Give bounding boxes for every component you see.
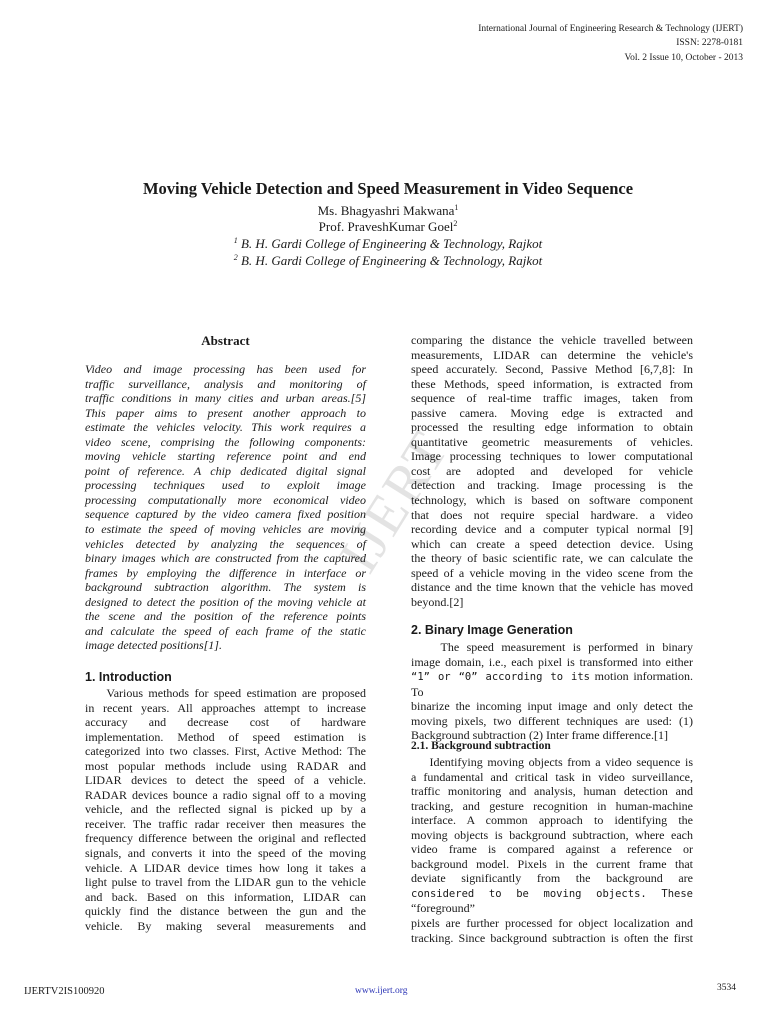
text-line: cost are adopted and developed for vehicle (411, 463, 693, 478)
text-fragment: motion information. To (411, 669, 694, 699)
text-line: tracking. Since background subtraction is often the first (411, 930, 693, 945)
text-line: passive camera. Moving edge is extracted and (411, 405, 693, 420)
abstract-heading: Abstract (201, 333, 250, 348)
affiliation-text: B. H. Gardi College of Engineering & Technology, Rajkot (237, 236, 543, 251)
text-line: traffic surveillance, analysis and monitoring of (85, 376, 366, 391)
text-line: frequency difference between the original and reflected (85, 831, 366, 846)
introduction-heading: 1. Introduction (85, 670, 172, 684)
text-line: light pulse to travel from the LIDAR gun to the vehicle (85, 875, 366, 890)
text-line: video frame is compared against a reference or (411, 842, 693, 857)
abstract-body (85, 362, 366, 653)
text-line: image detected positions[1]. (85, 638, 222, 653)
journal-name: International Journal of Engineering Research & Technology (IJERT) (478, 24, 743, 34)
volume-issue: Vol. 2 Issue 10, October - 2013 (624, 53, 743, 63)
text-line: sequence of real-time traffic images, taken from (411, 391, 693, 406)
text-line: that does not require special hardware. a video (411, 507, 693, 522)
binary-heading: 2. Binary Image Generation (411, 623, 573, 637)
text-line: point of reference. A chip dedicated digital signal (85, 463, 366, 478)
text-line: processing techniques used to exploit image (85, 478, 366, 493)
text-line: image domain, i.e., each pixel is transformed into either (411, 654, 693, 669)
text-line: to estimate the speed of moving vehicles are moving (85, 522, 366, 537)
text-line: the scene and the position of the reference points (85, 609, 366, 624)
text-line: quickly find the distance between the gun and the (85, 904, 366, 919)
text-line: binary images which are constructed from the captured (85, 551, 366, 566)
text-line: comparing the distance the vehicle travelled between (411, 333, 693, 347)
page-number: 3534 (717, 983, 736, 993)
text-line: speed accurately. Second, Passive Method [6,7,8]: In (411, 362, 693, 377)
text-line: processed the resulting edge information to obtain (411, 420, 693, 435)
author-name: Prof. PraveshKumar Goel (318, 219, 454, 234)
text-line: Identifying moving objects from a video sequence is (411, 755, 693, 769)
text-line: vehicle, and the reflected signal is picked up by a (85, 802, 366, 817)
affiliation-sup: 2 (233, 253, 238, 262)
text-line: recording device and a computer typical normal [9] (411, 522, 693, 537)
text-line: moving pixels, two different techniques are used: (1) (411, 713, 693, 728)
author-sup: 1 (454, 203, 459, 212)
text-line: LIDAR devices to detect the speed of a vehicle. (85, 773, 366, 788)
text-line: sequence captured by the video camera fixed position (85, 507, 366, 522)
text-line: receiver. The traffic radar receiver then measures the (85, 816, 366, 831)
paper-title: Moving Vehicle Detection and Speed Measurement in Video Sequence (142, 179, 634, 198)
text-line: categorized into two classes. First, Active Method: The (85, 744, 366, 759)
text-line (411, 886, 693, 916)
text-line: which can create a speed detection device. Using (411, 536, 693, 551)
text-line: RADAR devices bounce a radio signal off to a moving (85, 787, 366, 802)
text-line: Image processing techniques to lower computational (411, 449, 693, 464)
text-line: implementation. Method of speed estimation is (85, 729, 366, 744)
text-line: and calculate the speed of each frame of the static (85, 623, 366, 638)
background-subtraction-body (411, 755, 693, 945)
text-line: background model. Pixels in the current frame that (411, 856, 693, 871)
affiliation-sup: 1 (233, 236, 238, 245)
watermark: IJERT (327, 420, 462, 584)
text-line: technology, which is based on software component (411, 493, 693, 508)
affiliation-2 (0, 250, 768, 269)
text-line: most popular methods include using RADAR and (85, 758, 366, 773)
text-line: binarize the incoming input image and only detect the (411, 699, 693, 714)
text-line (411, 669, 693, 699)
text-line: speed of a vehicle moving in the video scene from the (411, 565, 693, 580)
quoted-values: “1” or “0” according to its (411, 671, 591, 684)
affiliation-text: B. H. Gardi College of Engineering & Technology, Rajkot (237, 253, 543, 268)
author-name: Ms. Bhagyashri Makwana (317, 203, 455, 218)
text-line: interface. A common approach to identifying the (411, 813, 693, 828)
issn: ISSN: 2278-0181 (676, 38, 743, 48)
footer-paper-id: IJERTV2IS100920 (24, 986, 105, 997)
text-line: and back. Based on this information, LIDAR can (85, 889, 366, 904)
text-line: detection and tracking. Image processing is the (411, 478, 693, 493)
text-line: measurements, LIDAR can determine the vehicle's (411, 347, 693, 362)
text-line: estimate the vehicles velocity. This work requires a (85, 420, 366, 435)
text-line: processing computationally more economical video (85, 492, 366, 507)
text-line: vehicle. By making several measurements and (85, 918, 366, 933)
text-line: video scene, comprising the following components: (85, 434, 366, 449)
text-line: Various methods for speed estimation are proposed (85, 686, 366, 700)
text-line: designed to detect the position of the moving vehicle at (85, 594, 366, 609)
background-subtraction-heading: 2.1. Background subtraction (411, 740, 551, 752)
text-line: traffic conditions in many cities and urban areas.[5] (85, 391, 366, 406)
text-line: pixels are further processed for object localization and (411, 916, 693, 931)
text-fragment: “foreground” (411, 901, 475, 916)
binary-body (411, 640, 693, 743)
footer-website-link[interactable]: www.ijert.org (355, 986, 408, 996)
text-line: background subtraction algorithm. The system is (85, 580, 366, 595)
text-line: vehicle. A LIDAR device times how long it takes a (85, 860, 366, 875)
text-line: moving objects is background subtraction, where each (411, 827, 693, 842)
text-line: traffic monitoring and analysis, human detection and (411, 784, 693, 799)
introduction-body (85, 686, 366, 933)
text-line: quantitative geometric measurements of vehicles. (411, 434, 693, 449)
text-line: distance and the time known that the vehicle has moved (411, 580, 693, 595)
text-line: the theory of basic scientific rate, we can calculate the (411, 551, 693, 566)
text-line: accuracy and decrease cost of hardware (85, 715, 366, 730)
text-line: frames by employing the difference in interface or (85, 565, 366, 580)
text-line: vehicles detected by analyzing the sequences of (85, 536, 366, 551)
text-line: these Methods, speed information, is extracted from (411, 376, 693, 391)
text-line: This paper aims to present another approach to (85, 405, 366, 420)
text-line: tracking, and gesture recognition in human-machine (411, 798, 693, 813)
text-line: deviate significantly from the background are (411, 871, 693, 886)
author-sup: 2 (453, 219, 458, 228)
text-line: Video and image processing has been used for (85, 362, 366, 376)
text-line: in recent years. All approaches attempt to increase (85, 700, 366, 715)
text-line: signals, and converts it into the speed of the moving (85, 846, 366, 861)
text-line: a fundamental and critical task in video surveillance, (411, 769, 693, 784)
text-line: moving vehicle starting reference point and end (85, 449, 366, 464)
right-column-text (411, 333, 693, 609)
text-line: The speed measurement is performed in binary (411, 640, 693, 654)
text-line: Background subtraction (2) Inter frame difference.[1] (411, 728, 668, 743)
text-line: beyond.[2] (411, 594, 464, 609)
mono-fragment: considered to be moving objects. These (411, 887, 693, 900)
